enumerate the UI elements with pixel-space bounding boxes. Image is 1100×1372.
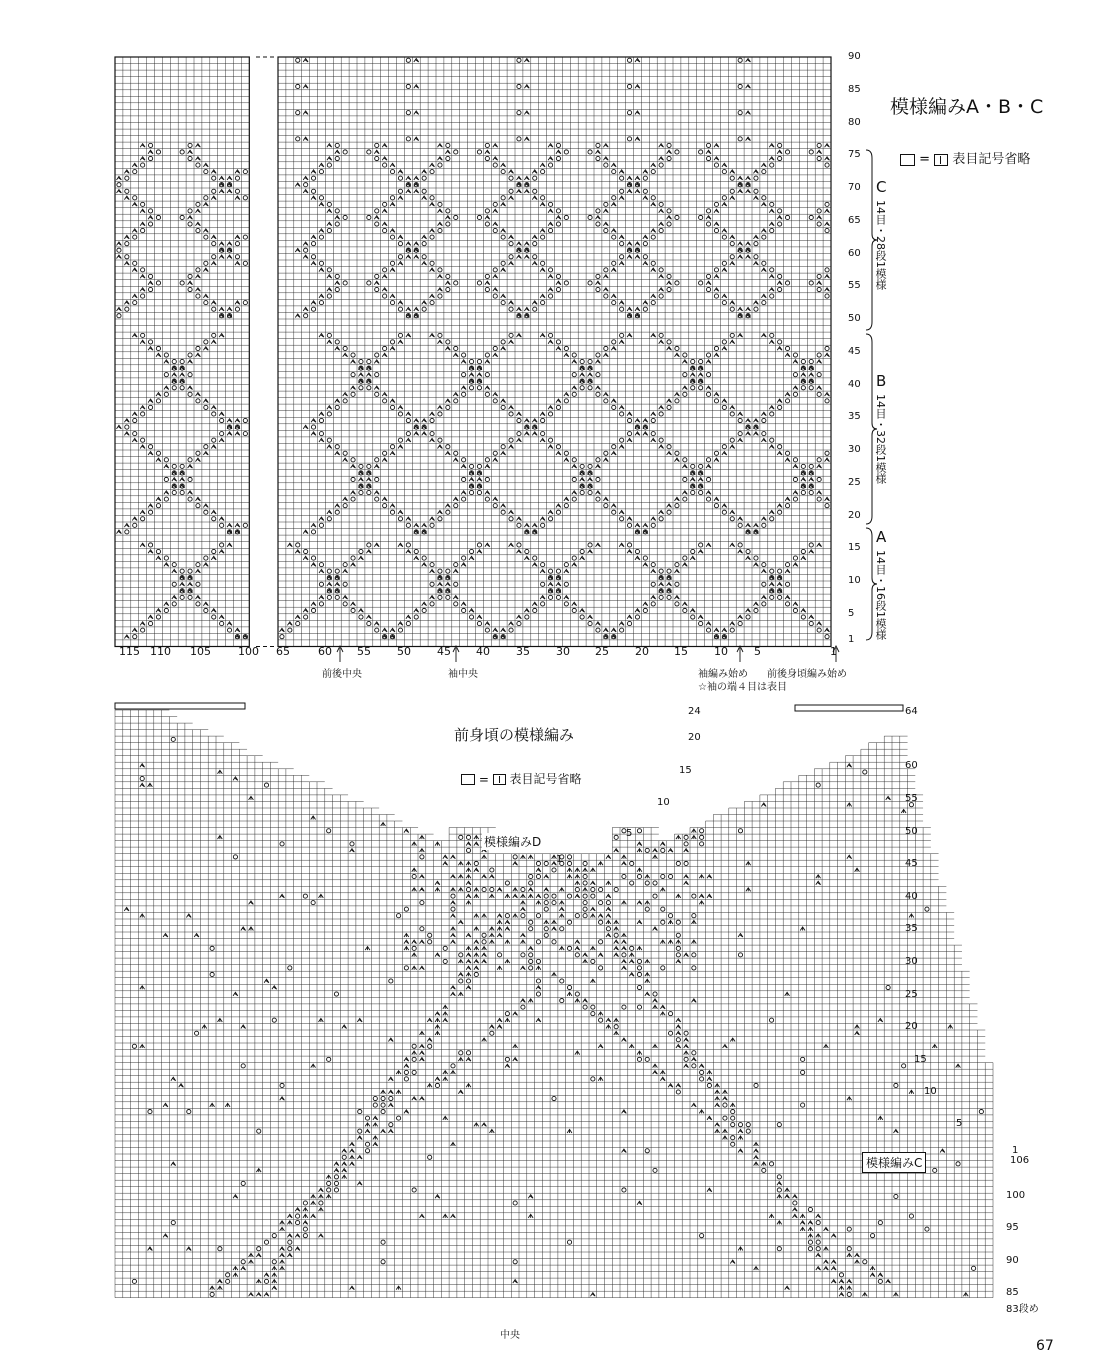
page-number: 67 (1036, 1338, 1054, 1354)
row-number: 85 (848, 83, 861, 95)
row-number: 35 (905, 923, 918, 934)
row-number: 30 (848, 444, 861, 455)
column-number: 105 (190, 645, 211, 658)
row-number: 35 (848, 411, 861, 423)
row-number: 75 (848, 149, 861, 161)
edge-note-label: ☆袖の端４目は表目 (698, 682, 787, 693)
column-number: 115 (119, 645, 140, 658)
bracket-b-text: 14目・32段1模様 (874, 394, 887, 484)
row-number: 85 (1006, 1287, 1019, 1298)
top-stitch-symbols (117, 58, 830, 639)
sleeve-center-label: 袖中央 (448, 669, 478, 680)
pattern-brackets (337, 150, 877, 662)
column-number: 30 (556, 645, 570, 658)
row-number: 40 (905, 891, 918, 902)
top-legend: = 表目記号省略 (900, 148, 1030, 167)
column-number: 50 (397, 645, 411, 658)
bracket-b-letter: B (876, 372, 887, 390)
row-number: 80 (848, 116, 861, 128)
row-number: 25 (848, 476, 861, 488)
row-number: 5 (848, 607, 855, 619)
row-number: 50 (848, 313, 861, 324)
front-back-center-label: 前後中央 (322, 669, 362, 680)
column-number: 35 (516, 645, 530, 658)
column-number: 15 (674, 645, 688, 658)
row-number: 64 (905, 706, 918, 717)
row-number: 55 (848, 280, 861, 292)
row-number: 30 (905, 956, 918, 967)
row-number: 95 (1006, 1222, 1019, 1233)
bottom-legend: = 表目記号省略 (458, 770, 585, 787)
column-number: 5 (754, 645, 761, 658)
row-number: 60 (905, 760, 918, 771)
knit-stitch-icon (934, 154, 948, 166)
neck-row-number: 5 (626, 828, 633, 839)
column-number: 10 (714, 645, 728, 658)
row-number: 25 (905, 989, 918, 1000)
neck-row-number: 20 (688, 732, 701, 743)
row-number: 5 (956, 1118, 963, 1129)
blank-square-icon (461, 774, 475, 785)
row-number: 15 (848, 542, 861, 554)
column-number: 25 (595, 645, 609, 658)
bracket-c-letter: C (876, 178, 887, 196)
row-number: 45 (905, 858, 918, 869)
bottom-chart-grid (0, 700, 1100, 1360)
column-number: 65 (276, 645, 290, 658)
row-number: 1 (1012, 1145, 1019, 1156)
bracket-c-text: 14目・28段1模様 (874, 200, 887, 290)
column-number: 60 (318, 645, 332, 658)
column-number: 1 (830, 645, 837, 658)
row-number: 90 (848, 51, 861, 62)
column-number: 110 (150, 645, 171, 658)
row-number: 83段め (1006, 1304, 1039, 1315)
neck-row-number: 15 (679, 765, 692, 776)
row-number: 15 (914, 1054, 927, 1065)
neck-row-number: 10 (657, 797, 670, 808)
row-number: 1 (848, 633, 855, 645)
bottom-chart-title: 前身頃の模様編み (450, 724, 578, 745)
neck-row-number: 1 (556, 854, 563, 865)
neck-row-number: 24 (688, 706, 701, 717)
bracket-a-letter: A (876, 528, 887, 546)
row-number: 40 (848, 378, 861, 390)
column-number: 20 (635, 645, 649, 658)
row-number: 50 (905, 826, 918, 837)
row-number: 20 (905, 1021, 918, 1032)
front-back-start-label: 前後身頃編み始め (767, 669, 847, 680)
row-number: 10 (848, 575, 861, 586)
row-number: 65 (848, 214, 861, 226)
column-number: 100 (238, 645, 259, 658)
knit-stitch-icon (493, 774, 506, 785)
column-number: 45 (437, 645, 451, 658)
row-number: 20 (848, 509, 861, 521)
row-number: 45 (848, 345, 861, 357)
bracket-a-text: 14目・16段1模様 (874, 550, 887, 640)
row-number: 70 (848, 182, 861, 193)
row-number: 90 (1006, 1255, 1019, 1266)
row-number: 10 (924, 1086, 937, 1097)
column-number: 40 (476, 645, 490, 658)
blank-square-icon (900, 154, 915, 166)
top-grid-right-panel (256, 57, 831, 647)
row-number: 100 (1006, 1190, 1026, 1201)
row-number: 60 (848, 247, 861, 259)
column-number: 55 (357, 645, 371, 658)
sleeve-start-label: 袖編み始め (698, 669, 748, 680)
top-grid-left-panel (115, 57, 249, 647)
pattern-c-label: 模様編みC (862, 1152, 926, 1173)
bottom-grid (115, 703, 993, 1298)
row-number: 106 (1010, 1155, 1030, 1166)
center-label: 中央 (500, 1330, 520, 1341)
pattern-d-label: 模様編みD (484, 835, 542, 849)
row-number: 55 (905, 793, 918, 804)
top-chart-title: 模様編みA・B・C (890, 96, 1044, 118)
